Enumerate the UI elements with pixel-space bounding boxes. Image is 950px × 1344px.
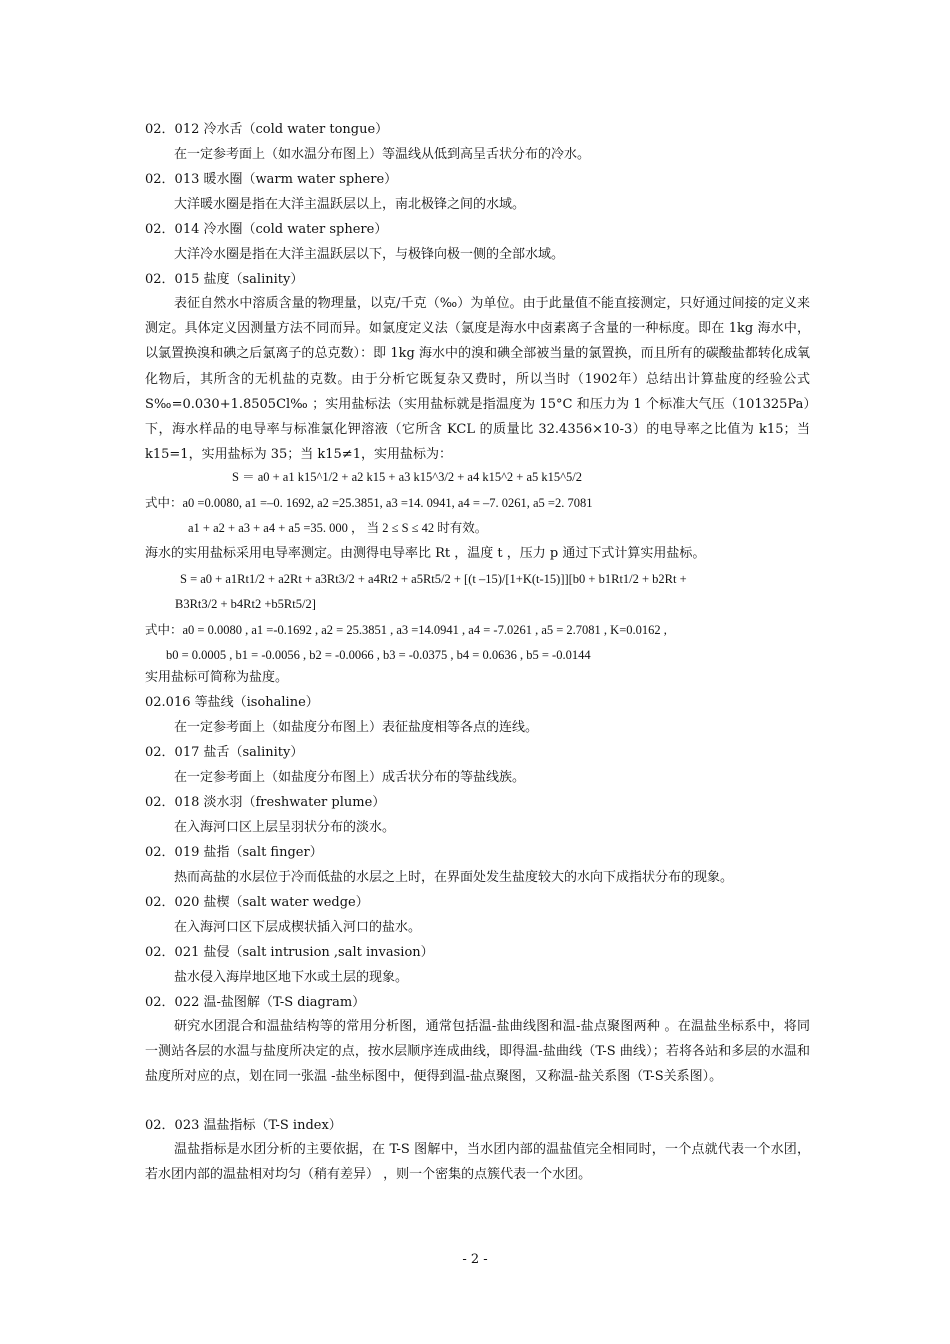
ts-index-definition: 温盐指标是水团分析的主要依据，在 T-S 图解中，当水团内部的温盐值完全相同时，一个点就代表一个水团，若水团内部的温盐相对均匀（稍有差异） ，则一个密集的点簇代表一个水团。 xyxy=(145,1142,810,1183)
salinity-definition: 表征自然水中溶质含量的物理量，以克/千克（‰）为单位。由于此量值不能直接测定，只好通过间接的定义来测定。具体定义因测量方法不同而异。如氯度定义法（氯度是海水中卤素离子含量的一种标度。即在 1kg 海水中，以氯置换溴和碘之后氯离子的总克数）：即 1kg 海水中的溴和碘全部被当量的氯置换，而且所有的碳酸盐都转化成氧化物后，其所含的无机盐的克数。由于分析它既复杂又费时，所以当时（1902年）总结出计算盐度的经验公式 S‰=0.030+1.8505Cl‰ ；实用盐标法（实用盐标就是指温度为 15°C 和压力为 1 个标准大气压（101325Pa）下，海水样品的电导率与标准氯化钾溶液（它所含 KCL 的质量比 32.4356×10-3）的电导率之比值为 k15；当 k15=1，实用盐标为 35；当 k15≠1，实用盐标为： xyxy=(145,296,810,463)
salinity-coefficients-a: 式中：a0 =0.0080, a1 =–0. 1692, a2 =25.3851, a3 =14. 0941, a4 = –7. 0261, a5 =2. 7081 xyxy=(145,496,593,510)
entry-heading: 02．015 盐度（salinity） xyxy=(145,272,304,287)
entry-heading: 02．020 盐楔（salt water wedge） xyxy=(145,895,369,910)
entry-definition: 在入海河口区下层成楔状插入河口的盐水。 xyxy=(174,920,422,935)
salinity-coefficient-sum: a1 + a2 + a3 + a4 + a5 =35. 000 ， 当 2 ≤ S ≤ 42 时有效。 xyxy=(188,521,488,535)
entry-definition: 盐水侵入海岸地区地下水或土层的现象。 xyxy=(174,970,409,985)
entry-heading: 02．023 温盐指标（T-S index） xyxy=(145,1118,342,1133)
entry-definition: 在一定参考面上（如盐度分布图上）表征盐度相等各点的连线。 xyxy=(174,720,539,735)
salinity-formula-k15: S ＝ a0 + a1 k15^1/2 + a2 k15 + a3 k15^3/2 + a4 k15^2 + a5 k15^5/2 xyxy=(232,470,582,484)
entry-definition: 大洋冷水圈是指在大洋主温跃层以下，与极锋向极一侧的全部水域。 xyxy=(174,247,565,262)
entry-heading: 02．017 盐舌（salinity） xyxy=(145,745,304,760)
practical-salinity-coefficients-a: 式中：a0 = 0.0080 , a1 =-0.1692 , a2 = 25.3851 , a3 =14.0941 , a4 = -7.0261 , a5 = 2.7081 , K=0.0162 , xyxy=(145,623,667,637)
practical-salinity-formula-line1: S = a0 + a1Rt1/2 + a2Rt + a3Rt3/2 + a4Rt2 + a5Rt5/2 + [(t –15)/[1+K(t-15)]][b0 + b1Rt1/2 + b2Rt + xyxy=(180,572,687,586)
practical-salinity-text: 海水的实用盐标采用电导率测定。由测得电导率比 Rt ，温度 t ，压力 p 通过下式计算实用盐标。 xyxy=(145,546,706,561)
practical-salinity-coefficients-b: b0 = 0.0005 , b1 = -0.0056 , b2 = -0.0066 , b3 = -0.0375 , b4 = 0.0636 , b5 = -0.0144 xyxy=(166,648,591,662)
entry-heading: 02．012 冷水舌（cold water tongue） xyxy=(145,122,389,137)
entry-heading: 02．013 暖水圈（warm water sphere） xyxy=(145,172,398,187)
entry-heading: 02．019 盐指（salt finger） xyxy=(145,845,323,860)
entry-heading: 02．018 淡水羽（freshwater plume） xyxy=(145,795,386,810)
entry-heading: 02．014 冷水圈（cold water sphere） xyxy=(145,222,388,237)
entry-heading: 02．022 温-盐图解（T-S diagram） xyxy=(145,995,366,1010)
practical-salinity-formula-line2: B3Rt3/2 + b4Rt2 +b5Rt5/2] xyxy=(175,597,316,611)
salinity-short-name: 实用盐标可简称为盐度。 xyxy=(145,670,289,685)
entry-definition: 热而高盐的水层位于冷而低盐的水层之上时，在界面处发生盐度较大的水向下成指状分布的现象。 xyxy=(174,870,734,885)
page-number: - 2 - xyxy=(462,1252,488,1267)
entry-definition: 在一定参考面上（如水温分布图上）等温线从低到高呈舌状分布的冷水。 xyxy=(174,147,591,162)
entry-heading: 02.016 等盐线（isohaline） xyxy=(145,695,319,710)
ts-diagram-definition: 研究水团混合和温盐结构等的常用分析图，通常包括温-盐曲线图和温-盐点聚图两种 。在温盐坐标系中，将同一测站各层的水温与盐度所决定的点，按水层顺序连成曲线，即得温-盐曲线（T-S 曲线）；若将各站和多层的水温和盐度所对应的点，划在同一张温 -盐坐标图中，便得到温-盐点聚图，又称温-盐关系图（T-S关系图）。 xyxy=(145,1019,810,1085)
entry-heading: 02．021 盐侵（salt intrusion ,salt invasion） xyxy=(145,945,434,960)
entry-definition: 在入海河口区上层呈羽状分布的淡水。 xyxy=(174,820,396,835)
entry-definition: 大洋暖水圈是指在大洋主温跃层以上，南北极锋之间的水域。 xyxy=(174,197,526,212)
entry-definition: 在一定参考面上（如盐度分布图上）成舌状分布的等盐线族。 xyxy=(174,770,526,785)
